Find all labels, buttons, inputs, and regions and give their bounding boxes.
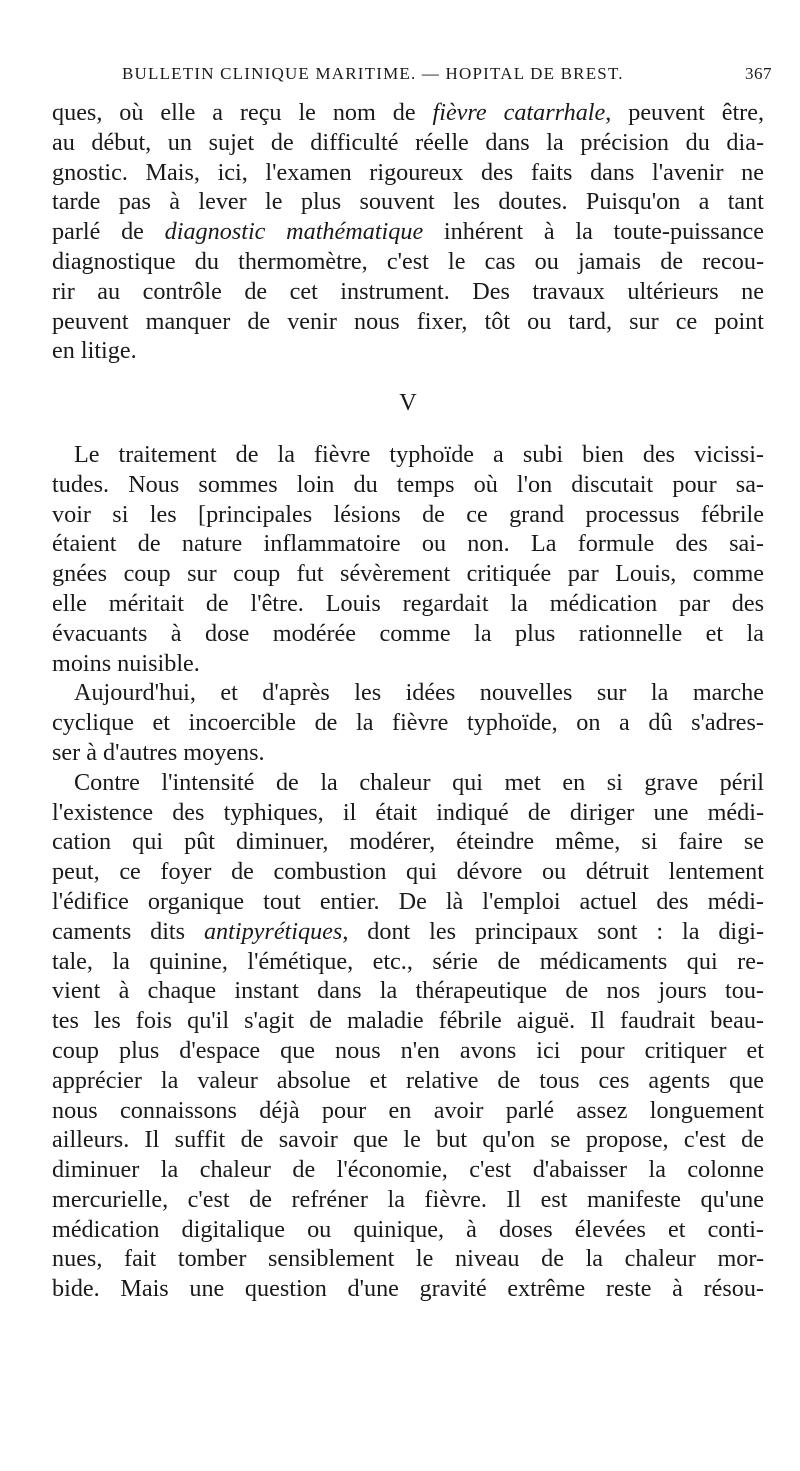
text-line: cation qui pût diminuer, modérer, éteindre même, si faire se bbox=[52, 828, 764, 856]
text-line: caments dits antipyrétiques, dont les principaux sont : la digi- bbox=[52, 917, 764, 945]
body-text bbox=[52, 98, 764, 1304]
text-line: bide. Mais une question d'une gravité extrême reste à résou- bbox=[52, 1275, 764, 1303]
text-line: au début, un sujet de difficulté réelle dans la précision du dia- bbox=[52, 128, 764, 156]
text-line: tarde pas à lever le plus souvent les doutes. Puisqu'on a tant bbox=[52, 188, 764, 216]
text-line: voir si les [principales lésions de ce grand processus fébrile bbox=[52, 500, 764, 528]
text-line: parlé de diagnostic mathématique inhérent à la toute-puissance bbox=[52, 218, 765, 246]
text-line: diagnostique du thermomètre, c'est le cas ou jamais de recou- bbox=[52, 247, 764, 275]
text-line: diminuer la chaleur de l'économie, c'est d'abaisser la colonne bbox=[52, 1156, 764, 1184]
text-line: coup plus d'espace que nous n'en avons ici pour critiquer et bbox=[52, 1036, 764, 1064]
running-header bbox=[122, 62, 772, 86]
text-line: tale, la quinine, l'émétique, etc., série de médicaments qui re- bbox=[52, 947, 764, 975]
text-line: peut, ce foyer de combustion qui dévore ou détruit lentement bbox=[52, 858, 764, 886]
text-line: Contre l'intensité de la chaleur qui met en si grave péril bbox=[74, 768, 764, 796]
text-line: tes les fois qu'il s'agit de maladie fébrile aiguë. Il faudrait beau- bbox=[52, 1007, 764, 1035]
text-line: ques, où elle a reçu le nom de fièvre catarrhale, peuvent être, bbox=[52, 99, 765, 126]
text-line: Aujourd'hui, et d'après les idées nouvelles sur la marche bbox=[74, 679, 764, 707]
text-line: elle méritait de l'être. Louis regardait la médication par des bbox=[52, 589, 764, 617]
text-line: évacuants à dose modérée comme la plus rationnelle et la bbox=[52, 619, 764, 647]
text-line: cyclique et incoercible de la fièvre typhoïde, on a dû s'adres- bbox=[52, 709, 764, 737]
text-line: tudes. Nous sommes loin du temps où l'on discutait pour sa- bbox=[52, 470, 764, 498]
text-line: l'édifice organique tout entier. De là l'emploi actuel des médi- bbox=[52, 887, 764, 915]
text-line: ailleurs. Il suffit de savoir que le but qu'on se propose, c'est de bbox=[52, 1126, 764, 1154]
text-line: médication digitalique ou quinique, à doses élevées et conti- bbox=[52, 1215, 764, 1243]
text-line: gnostic. Mais, ici, l'examen rigoureux des faits dans l'avenir ne bbox=[52, 158, 764, 186]
section-heading: V bbox=[399, 389, 417, 417]
text-line: ser à d'autres moyens. bbox=[52, 738, 265, 766]
text-line: étaient de nature inflammatoire ou non. La formule des sai- bbox=[52, 530, 764, 558]
text-line: nues, fait tomber sensiblement le niveau de la chaleur mor- bbox=[52, 1245, 764, 1273]
text-line: nous connaissons déjà pour en avoir parlé assez longuement bbox=[52, 1096, 764, 1124]
text-line: Le traitement de la fièvre typhoïde a subi bien des vicissi- bbox=[74, 440, 764, 468]
text-line: apprécier la valeur absolue et relative de tous ces agents que bbox=[52, 1066, 764, 1094]
text-line: en litige. bbox=[52, 337, 137, 365]
page-number: 367 bbox=[745, 64, 772, 83]
running-title: BULLETIN CLINIQUE MARITIME. — HOPITAL DE BREST. bbox=[122, 64, 624, 83]
text-line: rir au contrôle de cet instrument. Des travaux ultérieurs ne bbox=[52, 277, 764, 305]
text-line: gnées coup sur coup fut sévèrement critiquée par Louis, comme bbox=[52, 560, 764, 588]
text-line: mercurielle, c'est de refréner la fièvre. Il est manifeste qu'une bbox=[52, 1185, 764, 1213]
text-line: l'existence des typhiques, il était indiqué de diriger une médi- bbox=[52, 798, 764, 826]
text-line: vient à chaque instant dans la thérapeutique de nos jours tou- bbox=[52, 977, 764, 1005]
text-line: moins nuisible. bbox=[52, 649, 200, 677]
text-line: peuvent manquer de venir nous fixer, tôt ou tard, sur ce point bbox=[52, 307, 764, 335]
